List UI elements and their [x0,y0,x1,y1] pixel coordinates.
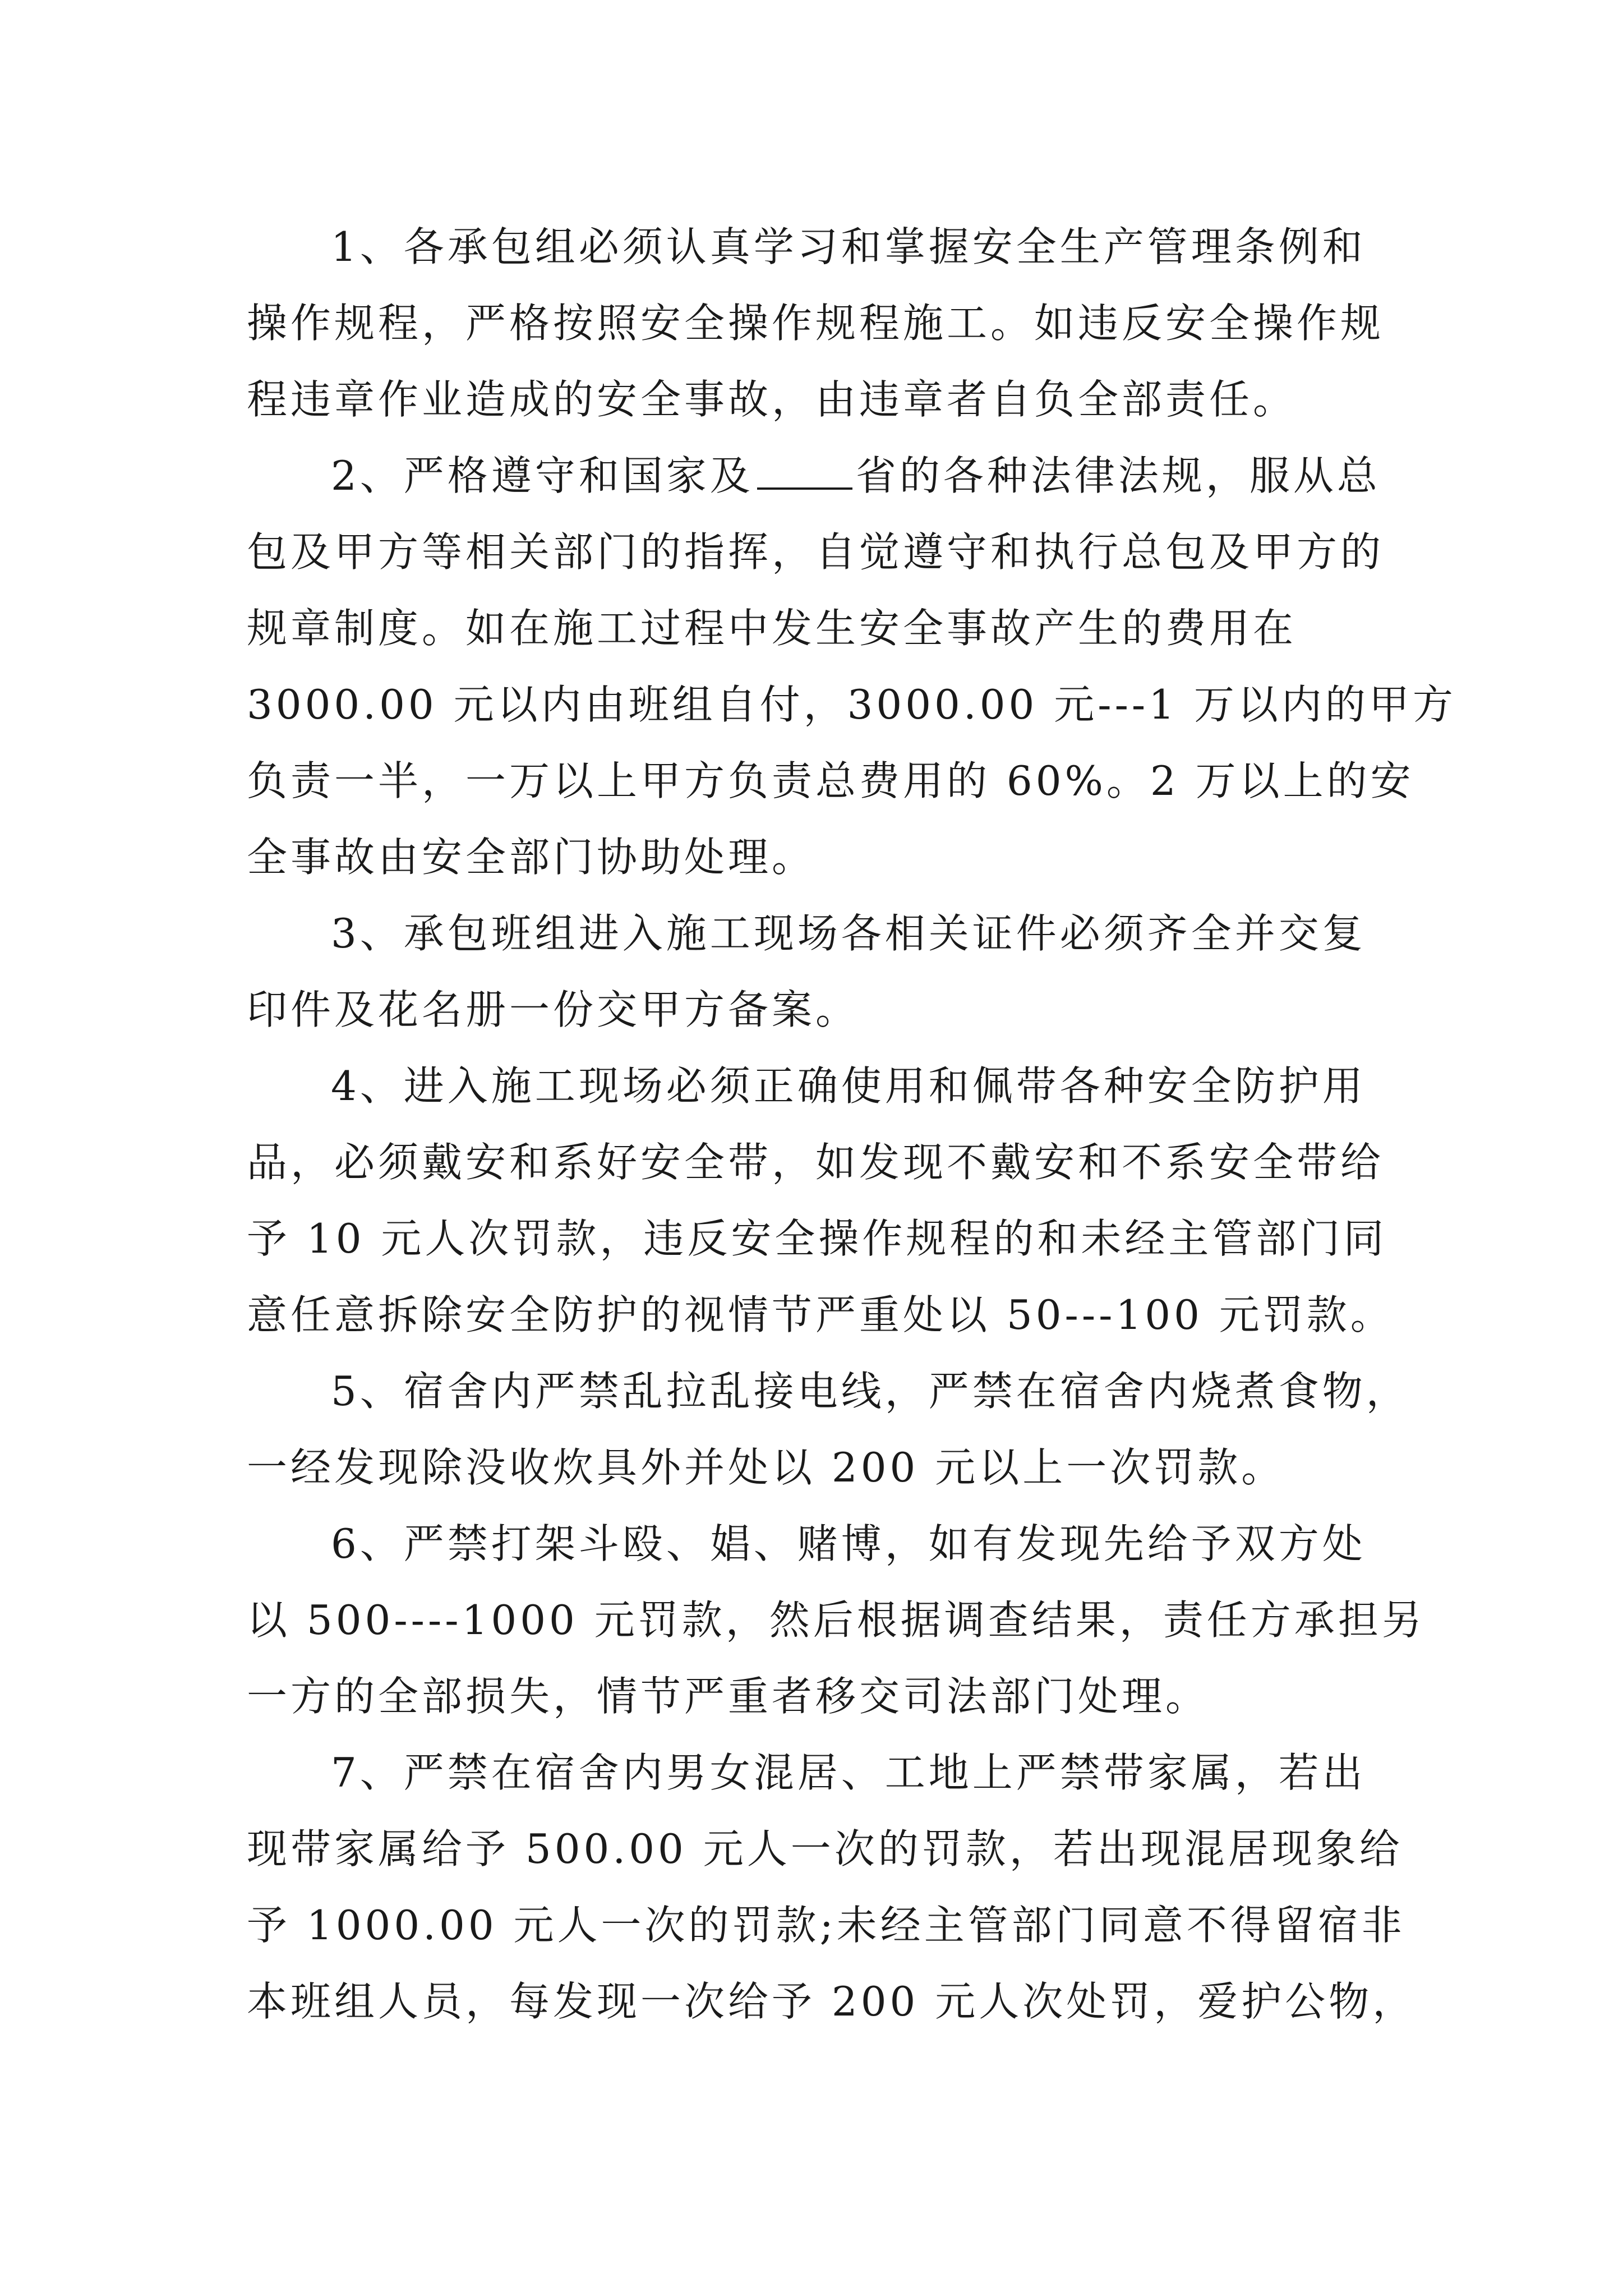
paragraph-6 [247,1506,1426,1734]
paragraph-line: 本班组人员，每发现一次给予 200 元人次处罚，爱护公物， [247,1978,1417,2025]
paragraph-line: 意任意拆除安全防护的视情节严重处以 50---100 元罚款。 [247,1291,1394,1338]
paragraph-line: 包及甲方等相关部门的指挥，自觉遵守和执行总包及甲方的 [247,528,1385,576]
paragraph-2 [247,438,1456,895]
paragraph-line: 程违章作业造成的安全事故，由违章者自负全部责任。 [247,376,1297,423]
paragraph-line: 予 1000.00 元人一次的罚款;未经主管部门同意不得留宿非 [247,1902,1405,1949]
paragraph-line: 规章制度。如在施工过程中发生安全事故产生的费用在 [247,605,1297,652]
paragraph-line: 现带家属给予 500.00 元人一次的罚款，若出现混居现象给 [247,1825,1403,1872]
paragraph-line: 品，必须戴安和系好安全带，如发现不戴安和不系安全带给 [247,1139,1385,1186]
fill-in-blank [757,450,852,490]
document-body [247,209,1456,2040]
paragraph-line: 4、进入施工现场必须正确使用和佩带各种安全防护用 [331,1062,1366,1110]
paragraph-line: 印件及花名册一份交甲方备案。 [247,986,860,1033]
paragraph-line: 6、严禁打架斗殴、娼、赌博，如有发现先给予双方处 [331,1520,1366,1567]
paragraph-line: 一经发现除没收炊具外并处以 200 元以上一次罚款。 [247,1444,1285,1491]
paragraph-1 [247,209,1385,438]
paragraph-line: 全事故由安全部门协助处理。 [247,834,816,881]
paragraph-line: 以 500----1000 元罚款，然后根据调查结果，责任方承担另 [247,1596,1426,1644]
paragraph-line: 负责一半，一万以上甲方负责总费用的 60%。2 万以上的安 [247,757,1414,804]
paragraph-4 [247,1048,1394,1353]
paragraph-3 [247,895,1385,1048]
paragraph-line: 5、宿舍内严禁乱拉乱接电线，严禁在宿舍内烧煮食物， [331,1368,1410,1415]
paragraph-line: 1、各承包组必须认真学习和掌握安全生产管理条例和 [331,223,1366,270]
paragraph-line [247,438,1385,514]
paragraph-7 [247,1734,1417,2040]
paragraph-5 [247,1353,1410,1506]
paragraph-text: 省的各种法律法规，服从总 [855,452,1381,499]
paragraph-line: 操作规程，严格按照安全操作规程施工。如违反安全操作规 [247,300,1385,347]
paragraph-line: 7、严禁在宿舍内男女混居、工地上严禁带家属，若出 [331,1749,1366,1796]
paragraph-text: 2、严格遵守和国家及 [331,452,754,499]
paragraph-line: 3、承包班组进入施工现场各相关证件必须齐全并交复 [331,910,1366,957]
paragraph-line: 一方的全部损失，情节严重者移交司法部门处理。 [247,1673,1210,1720]
paragraph-line: 予 10 元人次罚款，违反安全操作规程的和未经主管部门同 [247,1215,1387,1262]
paragraph-line: 3000.00 元以内由班组自付，3000.00 元---1 万以内的甲方 [247,681,1456,728]
